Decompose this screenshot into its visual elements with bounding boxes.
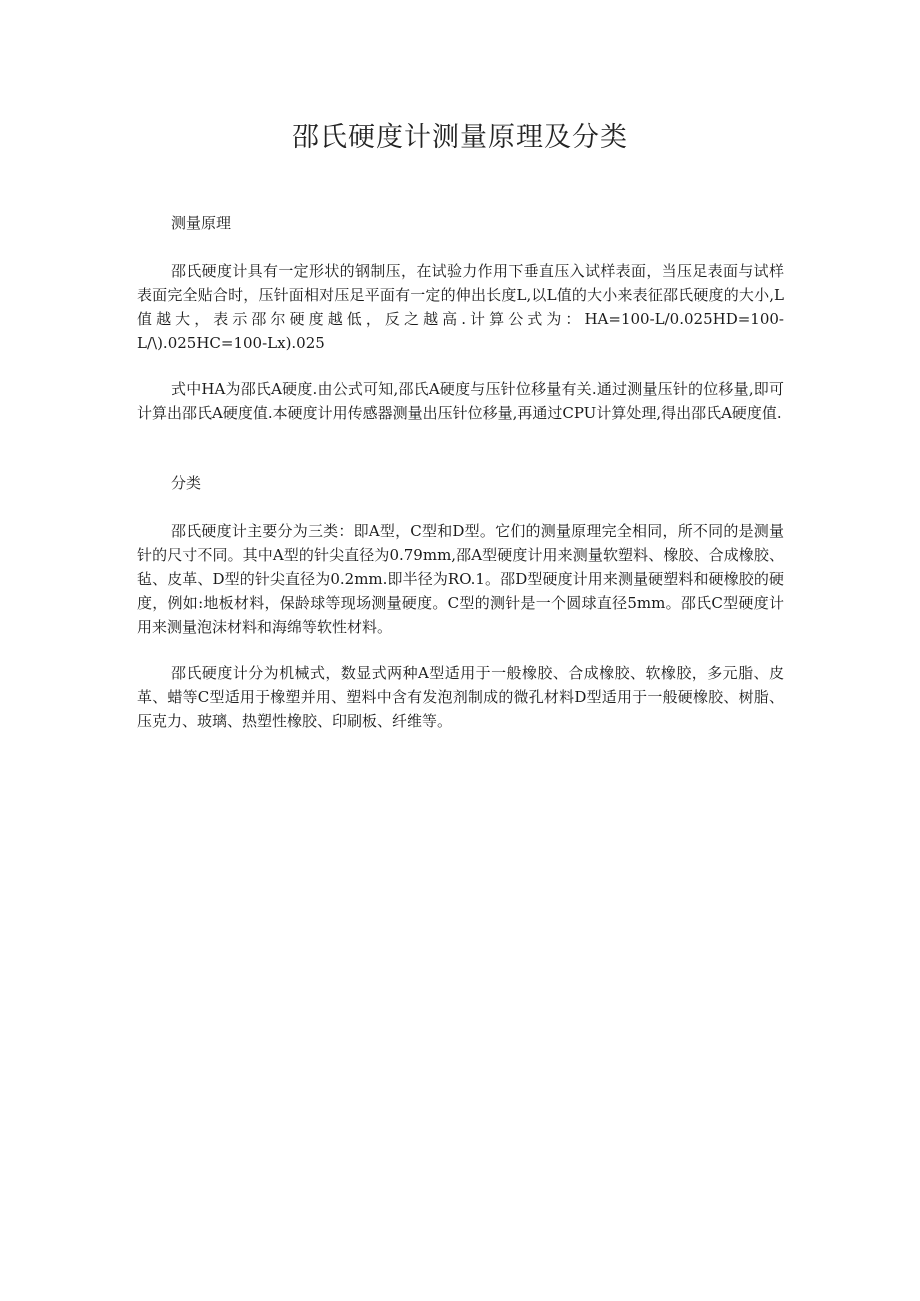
paragraph-classification-1: 邵氏硬度计主要分为三类：即A型，C型和D型。它们的测量原理完全相同，所不同的是测量针的尺寸不同。其中A型的针尖直径为0.79mm,邵A型硬度计用来测量软塑料、橡胶、合成橡胶、毡、皮革、D型的针尖直径为0.2mm.即半径为RO.1。邵D型硬度计用来测量硬塑料和硬橡胶的硬度，例如:地板材料，保龄球等现场测量硬度。C型的测针是一个圆球直径5mm。邵氏C型硬度计用来测量泡沫材料和海绵等软性材料。 [137, 522, 784, 636]
section-heading-classification: 分类 [171, 474, 202, 492]
page-title: 邵氏硬度计测量原理及分类 [292, 122, 628, 153]
section-heading-principle: 测量原理 [171, 214, 232, 232]
paragraph-classification-2: 邵氏硬度计分为机械式，数显式两种A型适用于一般橡胶、合成橡胶、软橡胶，多元脂、皮革、蜡等C型适用于橡塑并用、塑料中含有发泡剂制成的微孔材料D型适用于一般硬橡胶、树脂、压克力、玻璃、热塑性橡胶、印刷板、纤维等。 [137, 664, 784, 730]
paragraph-principle-2: 式中HA为邵氏A硬度.由公式可知,邵氏A硬度与压针位移量有关.通过测量压针的位移量,即可计算出邵氏A硬度值.本硬度计用传感器测量出压针位移量,再通过CPU计算处理,得出邵氏A硬度值. [137, 380, 784, 422]
paragraph-principle-1: 邵氏硬度计具有一定形状的钢制压，在试验力作用下垂直压入试样表面，当压足表面与试样表面完全贴合时，压针面相对压足平面有一定的伸出长度L,以L值的大小来表征邵氏硬度的大小,L值越大，表示邵尔硬度越低，反之越高.计算公式为：HA=100-L/0.025HD=100-L/\).025HC=100-Lx).025 [137, 262, 784, 352]
